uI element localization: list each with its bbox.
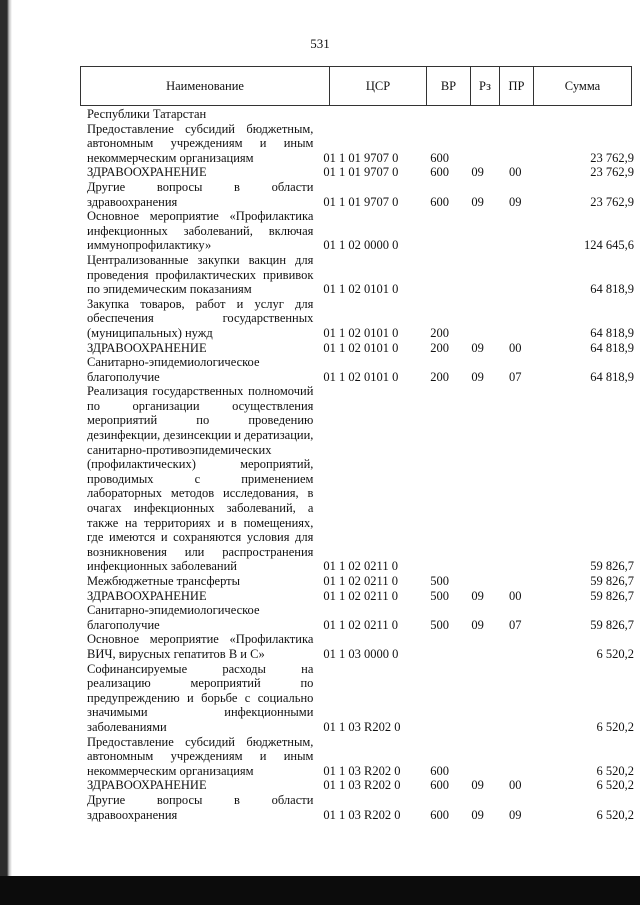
cell-csr: 01 1 03 R202 0	[323, 719, 401, 734]
table-row	[80, 603, 640, 632]
cell-sum: 6 520,2	[596, 719, 634, 734]
cell-vr	[422, 632, 463, 661]
cell-pr: 00	[509, 340, 522, 355]
table-row	[80, 632, 640, 661]
header-vr: ВР	[427, 67, 471, 106]
budget-table	[80, 107, 640, 822]
cell-name: Санитарно-эпидемиологическое благополучие	[87, 603, 260, 632]
cell-name: Другие вопросы в области здравоохранения	[87, 179, 314, 209]
cell-vr	[422, 107, 463, 122]
table-row	[80, 589, 640, 604]
table-row	[80, 735, 640, 779]
cell-name: ЗДРАВООХРАНЕНИЕ	[87, 778, 207, 793]
table-row	[80, 107, 640, 122]
cell-csr: 01 1 03 0000 0	[323, 646, 399, 661]
cell-pr: 00	[509, 165, 522, 180]
cell-rz: 09	[471, 778, 484, 793]
cell-csr: 01 1 02 0101 0	[323, 282, 399, 297]
cell-rz: 09	[471, 340, 484, 355]
cell-name: ЗДРАВООХРАНЕНИЕ	[87, 165, 207, 180]
cell-pr: 00	[509, 778, 522, 793]
cell-name: Другие вопросы в области здравоохранения	[87, 792, 314, 822]
cell-name: Закупка товаров, работ и услуг для обеспечения государственных (муниципальных) нужд	[87, 296, 314, 340]
cell-rz: 09	[471, 369, 484, 384]
cell-vr: 500	[430, 617, 449, 632]
cell-csr: 01 1 02 0000 0	[323, 238, 399, 253]
cell-name: Санитарно-эпидемиологическое благополучие	[87, 355, 260, 384]
cell-csr: 01 1 03 R202 0	[323, 763, 401, 778]
table-row	[80, 253, 640, 297]
cell-sum: 64 818,9	[590, 340, 634, 355]
cell-csr: 01 1 01 9707 0	[323, 150, 399, 165]
table-row	[80, 355, 640, 384]
cell-sum: 23 762,9	[590, 165, 634, 180]
cell-rz	[463, 122, 501, 166]
scan-bottom-edge	[0, 876, 640, 905]
cell-vr: 600	[430, 194, 449, 209]
table-row	[80, 165, 640, 180]
cell-rz	[463, 662, 501, 735]
cell-csr: 01 1 02 0101 0	[323, 340, 399, 355]
cell-pr	[501, 735, 542, 779]
cell-vr	[422, 209, 463, 253]
cell-rz: 09	[471, 194, 484, 209]
cell-pr	[501, 632, 542, 661]
cell-sum: 64 818,9	[590, 282, 634, 297]
cell-csr: 01 1 02 0211 0	[323, 588, 398, 603]
table-row	[80, 778, 640, 793]
header-sum: Сумма	[534, 67, 632, 106]
table-row	[80, 384, 640, 574]
table-row	[80, 662, 640, 735]
cell-sum: 59 826,7	[590, 617, 634, 632]
cell-name: Предоставление субсидий бюджетным, автономным учреждениям и иным некоммерческим организациям	[87, 734, 314, 778]
cell-csr: 01 1 02 0211 0	[323, 617, 398, 632]
table-row	[80, 297, 640, 341]
header-name: Наименование	[81, 67, 330, 106]
cell-pr	[501, 253, 542, 297]
cell-csr: 01 1 03 R202 0	[323, 807, 401, 822]
page-number: 531	[310, 36, 330, 51]
cell-sum: 64 818,9	[590, 369, 634, 384]
cell-csr: 01 1 02 0211 0	[323, 559, 398, 574]
cell-sum: 59 826,7	[590, 588, 634, 603]
cell-rz	[463, 107, 501, 122]
cell-pr	[501, 384, 542, 574]
budget-table-body	[80, 107, 640, 822]
cell-sum: 6 520,2	[596, 763, 634, 778]
table-row	[80, 122, 640, 166]
cell-sum: 6 520,2	[596, 778, 634, 793]
cell-sum: 6 520,2	[596, 646, 634, 661]
cell-name: Республики Татарстан	[87, 107, 207, 121]
cell-vr: 600	[430, 778, 449, 793]
cell-pr	[501, 662, 542, 735]
cell-sum: 6 520,2	[596, 807, 634, 822]
cell-rz: 09	[471, 588, 484, 603]
cell-pr: 09	[509, 194, 522, 209]
cell-rz	[463, 297, 501, 341]
cell-name: ЗДРАВООХРАНЕНИЕ	[87, 588, 207, 603]
cell-csr: 01 1 02 0211 0	[323, 574, 398, 588]
cell-vr: 200	[430, 369, 449, 384]
cell-name: Реализация государственных полномочий по организации осуществления мероприятий по проведению дезинфекции, дезинсекции и дератизации, санитарно-противоэпидемических (профилактических) мероприятий, проводимых с применением лабораторных методов исследования, в очагах инфекционных заболеваний, а также на территориях и в помещениях, где имеются и сохраняются условия для возникновения или распространения инфекционных заболеваний	[87, 384, 314, 574]
cell-rz: 09	[471, 165, 484, 180]
cell-sum: 23 762,9	[590, 194, 634, 209]
cell-rz: 09	[471, 617, 484, 632]
cell-vr	[422, 662, 463, 735]
cell-pr: 07	[509, 369, 522, 384]
cell-vr: 600	[430, 165, 449, 180]
cell-csr: 01 1 01 9707 0	[323, 165, 399, 180]
cell-vr: 200	[430, 325, 449, 340]
cell-vr: 600	[430, 763, 449, 778]
table-row	[80, 209, 640, 253]
cell-pr: 09	[509, 807, 522, 822]
table-row	[80, 180, 640, 209]
cell-vr: 500	[430, 574, 449, 588]
cell-pr	[501, 122, 542, 166]
cell-pr: 00	[509, 588, 522, 603]
cell-vr: 500	[430, 588, 449, 603]
cell-name: ЗДРАВООХРАНЕНИЕ	[87, 340, 207, 355]
cell-rz	[463, 574, 501, 589]
cell-vr: 600	[430, 807, 449, 822]
header-rz: Рз	[471, 67, 500, 106]
cell-name: Софинансируемые расходы на реализацию мероприятий по предупреждению и борьбе с социально значимыми инфекционными заболеваниями	[87, 661, 314, 734]
cell-vr	[422, 384, 463, 574]
cell-sum: 59 826,7	[590, 559, 634, 574]
cell-name: Основное мероприятие «Профилактика инфекционных заболеваний, включая иммунопрофилактику»	[87, 209, 314, 253]
cell-name: Предоставление субсидий бюджетным, автономным учреждениям и иным некоммерческим организациям	[87, 121, 314, 165]
cell-vr: 200	[430, 340, 449, 355]
cell-sum: 23 762,9	[590, 150, 634, 165]
cell-name: Межбюджетные трансферты	[87, 574, 241, 588]
cell-csr: 01 1 02 0101 0	[323, 325, 399, 340]
table-row	[80, 793, 640, 822]
cell-sum: 64 818,9	[590, 325, 634, 340]
table-row	[80, 341, 640, 356]
cell-name: Централизованные закупки вакцин для проведения профилактических прививок по эпидемическим показаниям	[87, 252, 314, 297]
table-row	[80, 574, 640, 589]
cell-sum	[542, 107, 640, 122]
cell-pr	[501, 297, 542, 341]
cell-rz: 09	[471, 807, 484, 822]
cell-vr	[422, 253, 463, 297]
cell-sum: 124 645,6	[584, 238, 634, 253]
header-csr: ЦСР	[330, 67, 427, 106]
scan-left-edge	[0, 0, 12, 905]
cell-rz	[463, 632, 501, 661]
cell-csr: 01 1 02 0101 0	[323, 369, 399, 384]
table-header	[80, 66, 632, 106]
cell-pr: 07	[509, 617, 522, 632]
cell-pr	[501, 107, 542, 122]
header-pr: ПР	[500, 67, 534, 106]
cell-name: Основное мероприятие «Профилактика ВИЧ, вирусных гепатитов В и С»	[87, 632, 314, 661]
cell-csr: 01 1 01 9707 0	[323, 194, 399, 209]
cell-csr	[315, 107, 422, 122]
cell-vr: 600	[430, 150, 449, 165]
cell-pr	[501, 574, 542, 589]
cell-rz	[463, 253, 501, 297]
cell-rz	[463, 209, 501, 253]
cell-rz	[463, 384, 501, 574]
cell-csr: 01 1 03 R202 0	[323, 778, 401, 793]
cell-sum: 59 826,7	[590, 574, 634, 588]
cell-pr	[501, 209, 542, 253]
cell-rz	[463, 735, 501, 779]
